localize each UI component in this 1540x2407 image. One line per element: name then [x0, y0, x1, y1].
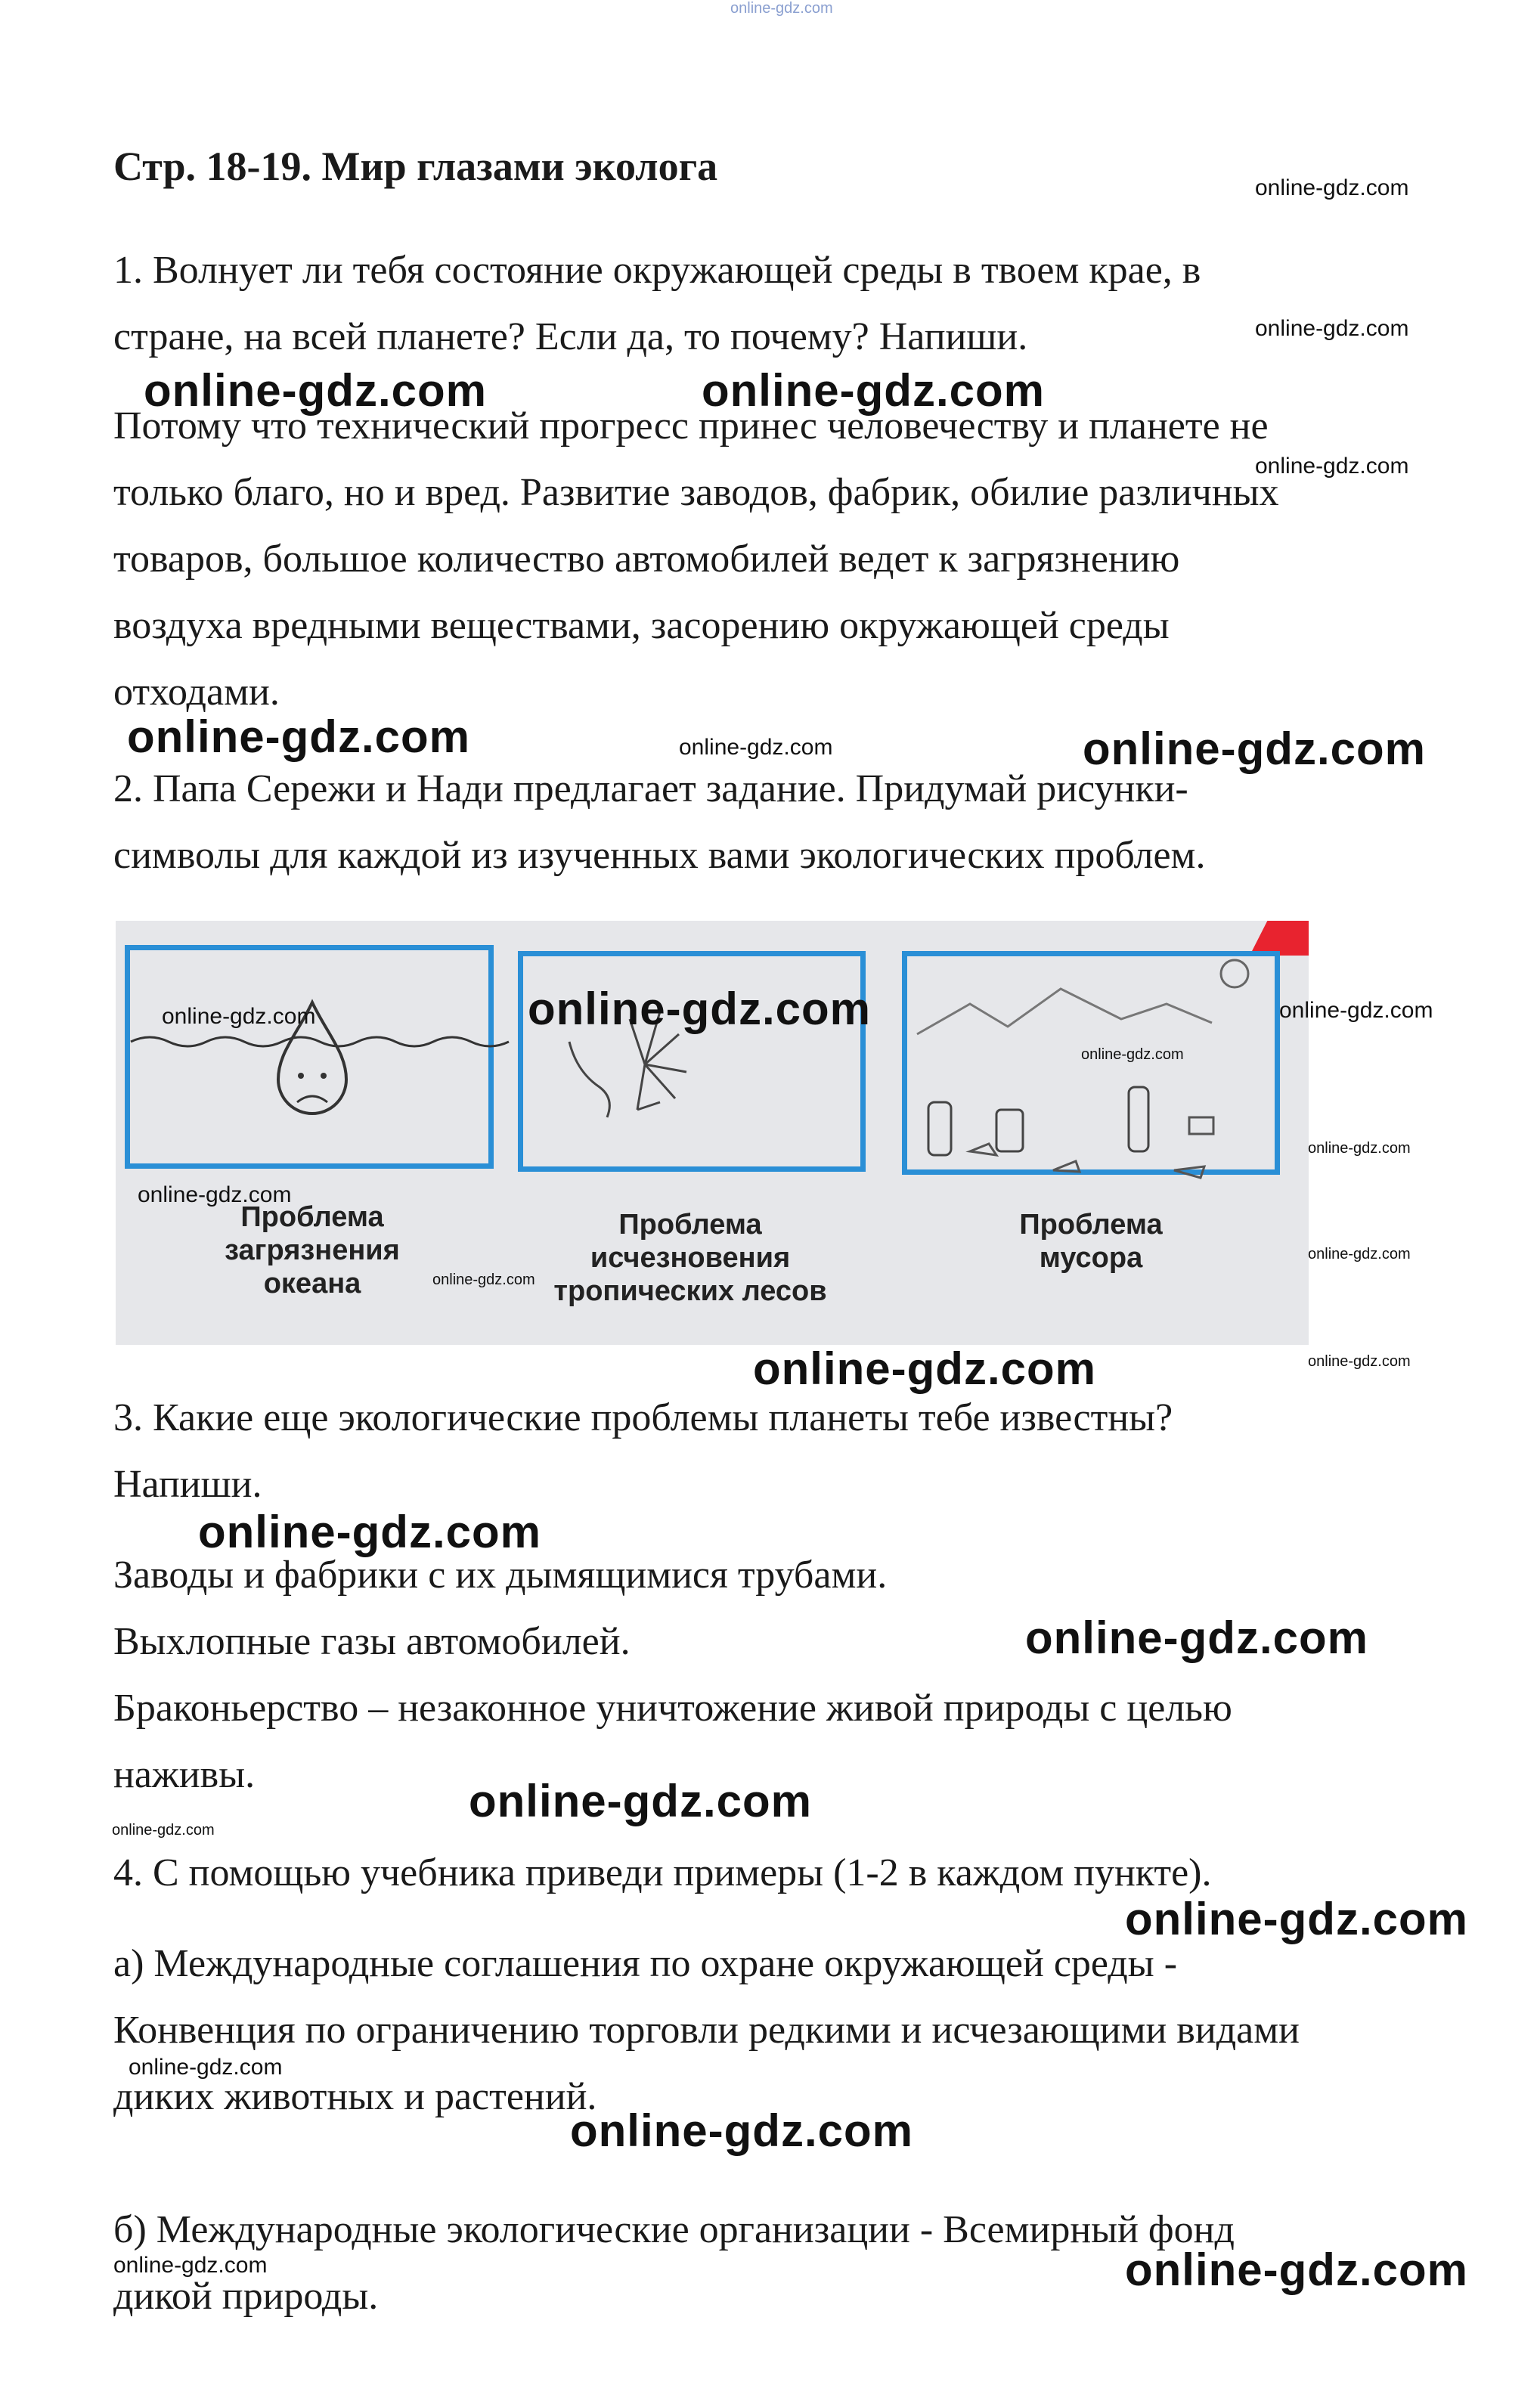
watermark: online-gdz.com: [129, 2055, 283, 2080]
watermark: online-gdz.com: [753, 1343, 1096, 1394]
watermark: online-gdz.com: [1125, 2244, 1468, 2295]
answer-1-line-5: отходами.: [113, 671, 280, 714]
bottle-icon: [928, 1102, 951, 1155]
answer-1-line-1: Потому что технический прогресс принес человечеству и планете не: [113, 404, 1269, 448]
watermark: online-gdz.com: [1255, 316, 1409, 341]
watermark: online-gdz.com: [144, 365, 487, 416]
watermark: online-gdz.com: [127, 711, 470, 762]
caption-forest: Проблема исчезновения тропических лесов: [553, 1209, 827, 1307]
answer-3-line-2: Выхлопные газы автомобилей.: [113, 1620, 631, 1663]
question-3-line-2: Напиши.: [113, 1463, 262, 1506]
caption-garbage: Проблема мусора: [1019, 1209, 1163, 1274]
answer-4b-line-2: дикой природы.: [113, 2275, 379, 2318]
question-2-line-1: 2. Папа Сережи и Нади предлагает задание. Придумай рисунки-: [113, 767, 1188, 810]
question-2-line-2: символы для каждой из изученных вами экологических проблем.: [113, 834, 1206, 877]
watermark: online-gdz.com: [1081, 1046, 1184, 1063]
watermark: online-gdz.com: [138, 1182, 292, 1207]
answer-4a-line-2: Конвенция по ограничению торговли редкими и исчезающими видами: [113, 2009, 1300, 2052]
answer-3-line-4: наживы.: [113, 1753, 256, 1796]
answer-3-line-3: Браконьерство – незаконное уничтожение живой природы с целью: [113, 1687, 1232, 1730]
watermark: online-gdz.com: [162, 1004, 316, 1029]
watermark: online-gdz.com: [113, 2253, 268, 2278]
watermark: online-gdz.com: [1308, 1140, 1411, 1157]
question-4-line-1: 4. С помощью учебника приведи примеры (1-2 в каждом пункте).: [113, 1851, 1212, 1894]
watermark: online-gdz.com: [528, 984, 871, 1034]
top-watermark: online-gdz.com: [730, 0, 833, 17]
page-title: Стр. 18-19. Мир глазами эколога: [113, 144, 718, 189]
watermark: online-gdz.com: [1279, 998, 1433, 1023]
answer-1-line-4: воздуха вредными веществами, засорению окружающей среды: [113, 604, 1170, 647]
watermark: online-gdz.com: [1025, 1612, 1368, 1663]
watermark: online-gdz.com: [702, 365, 1045, 416]
watermark: online-gdz.com: [1083, 723, 1426, 774]
mountains-sketch: [917, 989, 1212, 1034]
watermark: online-gdz.com: [112, 1822, 215, 1839]
watermark: online-gdz.com: [1255, 454, 1409, 479]
watermark: online-gdz.com: [198, 1507, 541, 1557]
watermark: online-gdz.com: [469, 1776, 812, 1826]
watermark: online-gdz.com: [1308, 1353, 1411, 1370]
watermark: online-gdz.com: [1125, 1894, 1468, 1944]
watermark: online-gdz.com: [1308, 1246, 1411, 1262]
answer-4a-line-1: а) Международные соглашения по охране окружающей среды -: [113, 1942, 1178, 1985]
answer-3-line-1: Заводы и фабрики с их дымящимися трубами.: [113, 1554, 888, 1597]
question-1-line-2: стране, на всей планете? Если да, то почему? Напиши.: [113, 315, 1028, 358]
sun-icon: [1221, 960, 1248, 987]
question-1-line-1: 1. Волнует ли тебя состояние окружающей среды в твоем крае, в: [113, 249, 1201, 292]
watermark: online-gdz.com: [1255, 175, 1409, 200]
answer-4a-line-3: диких животных и растений.: [113, 2075, 597, 2118]
question-3-line-1: 3. Какие еще экологические проблемы планеты тебе известны?: [113, 1396, 1173, 1439]
answer-4b-line-1: б) Международные экологические организации - Всемирный фонд: [113, 2208, 1235, 2251]
answer-1-line-2: только благо, но и вред. Развитие заводов, фабрик, обилие различных: [113, 471, 1279, 514]
caption-ocean: Проблема загрязнения океана: [225, 1201, 400, 1300]
wave-line: [131, 1037, 509, 1046]
watermark: online-gdz.com: [432, 1272, 535, 1288]
answer-1-line-3: товаров, большое количество автомобилей ведет к загрязнению: [113, 537, 1180, 581]
watermark: online-gdz.com: [679, 735, 833, 760]
watermark: online-gdz.com: [570, 2105, 913, 2156]
